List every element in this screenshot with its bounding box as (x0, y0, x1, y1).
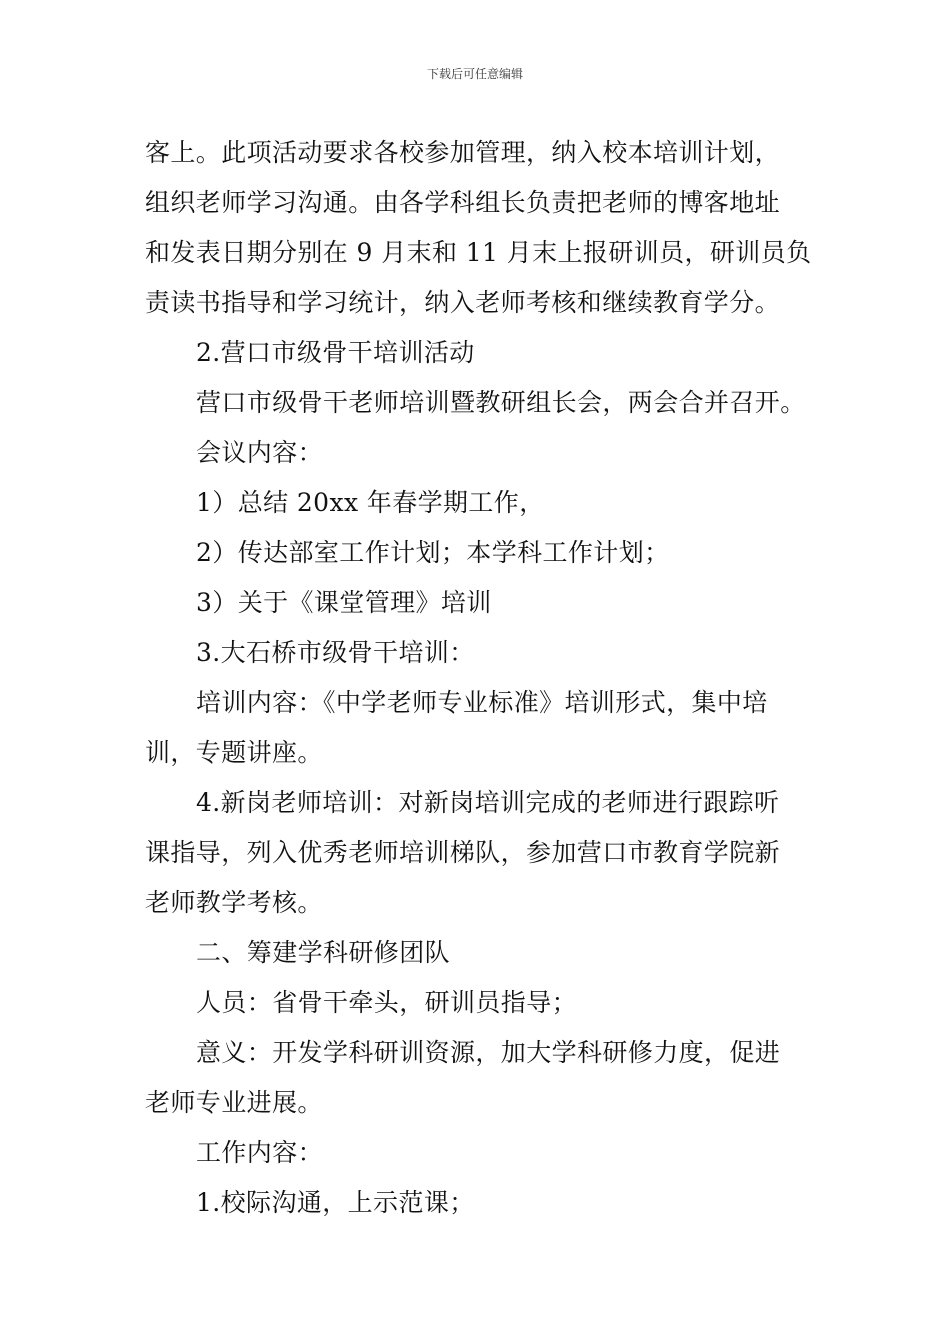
body-line: 责读书指导和学习统计，纳入老师考核和继续教育学分。 (145, 288, 781, 317)
body-line: 老师专业进展。 (145, 1088, 323, 1117)
section-heading: 二、筹建学科研修团队 (196, 938, 451, 967)
body-line: 人员：省骨干牵头，研训员指导； (196, 988, 578, 1017)
body-line: 意义：开发学科研训资源，加大学科研修力度，促进 (196, 1038, 781, 1067)
page-header-note: 下载后可任意编辑 (426, 67, 523, 81)
list-item: 1）总结 20xx 年春学期工作， (196, 488, 545, 517)
body-line: 老师教学考核。 (145, 888, 323, 917)
list-item: 3）关于《课堂管理》培训 (196, 588, 492, 617)
body-line: 工作内容： (196, 1138, 324, 1167)
list-item: 1.校际沟通，上示范课； (196, 1188, 475, 1217)
body-line: 训，专题讲座。 (145, 738, 323, 767)
body-line: 会议内容： (196, 438, 324, 467)
body-line: 课指导，列入优秀老师培训梯队，参加营口市教育学院新 (145, 838, 781, 867)
section-heading: 4.新岗老师培训：对新岗培训完成的老师进行跟踪听 (196, 788, 780, 817)
body-line: 客上。此项活动要求各校参加管理，纳入校本培训计划， (145, 138, 781, 167)
section-heading: 2.营口市级骨干培训活动 (196, 338, 475, 367)
body-line: 营口市级骨干老师培训暨教研组长会，两会合并召开。 (196, 388, 806, 417)
body-line: 培训内容：《中学老师专业标准》培训形式，集中培 (196, 688, 768, 717)
list-item: 2）传达部室工作计划；本学科工作计划； (196, 538, 670, 567)
body-line: 和发表日期分别在 9 月末和 11 月末上报研训员，研训员负 (145, 238, 812, 267)
document-body (145, 128, 825, 1228)
section-heading: 3.大石桥市级骨干培训： (196, 638, 475, 667)
body-line: 组织老师学习沟通。由各学科组长负责把老师的博客地址 (145, 188, 781, 217)
